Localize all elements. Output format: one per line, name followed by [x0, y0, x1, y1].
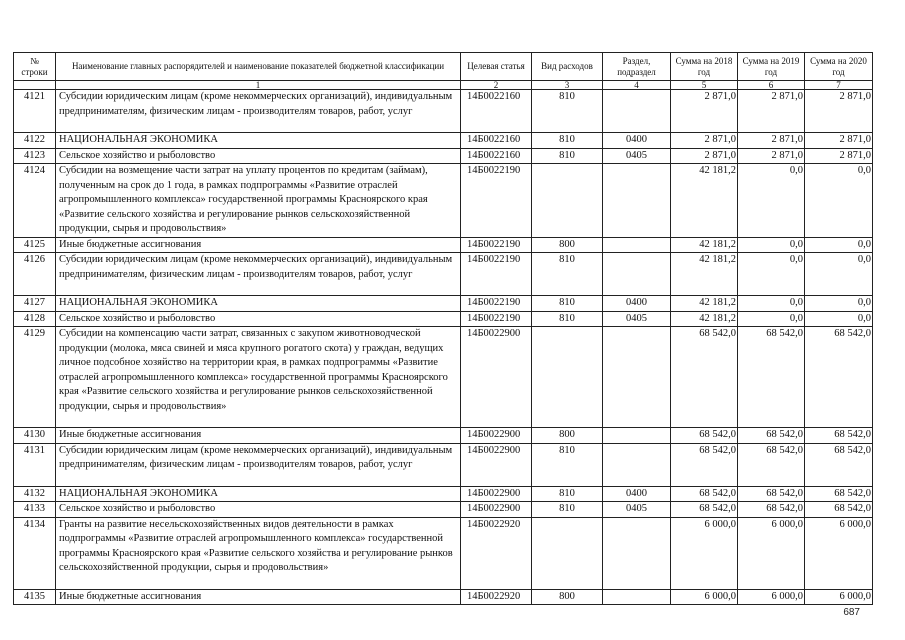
- header-target-article: Целевая статья: [461, 53, 532, 81]
- sum-2020-cell: 0,0: [805, 296, 873, 312]
- budget-table: [13, 52, 873, 605]
- indicator-name-cell: Иные бюджетные ассигнования: [56, 428, 461, 444]
- expense-type-cell: [532, 164, 603, 238]
- sum-2020-cell: 68 542,0: [805, 327, 873, 428]
- expense-type-cell: 810: [532, 486, 603, 502]
- sum-2019-cell: 0,0: [738, 237, 805, 253]
- expense-type-cell: 810: [532, 90, 603, 133]
- page-number: 687: [843, 607, 860, 618]
- table-body: [14, 90, 873, 605]
- row-number-cell: 4127: [14, 296, 56, 312]
- indicator-name-cell: Сельское хозяйство и рыболовство: [56, 311, 461, 327]
- table-row: [14, 502, 873, 518]
- sum-2019-cell: 6 000,0: [738, 589, 805, 605]
- row-number-cell: 4133: [14, 502, 56, 518]
- indicator-name-cell: Субсидии юридическим лицам (кроме некоммерческих организаций), индивидуальным предпринимателям, физическим лицам - производителям товаров, работ, услуг: [56, 90, 461, 133]
- section-cell: [603, 327, 671, 428]
- table-row: [14, 90, 873, 133]
- sum-2018-cell: 42 181,2: [671, 311, 738, 327]
- table-row: [14, 237, 873, 253]
- sum-2020-cell: 6 000,0: [805, 517, 873, 589]
- indicator-name-cell: Субсидии юридическим лицам (кроме некоммерческих организаций), индивидуальным предпринимателям, физическим лицам - производителям товаров, работ, услуг: [56, 253, 461, 296]
- row-number-cell: 4128: [14, 311, 56, 327]
- table-row: [14, 589, 873, 605]
- section-cell: 0405: [603, 311, 671, 327]
- section-cell: 0405: [603, 148, 671, 164]
- target-article-cell: 14Б0022190: [461, 237, 532, 253]
- sum-2018-cell: 6 000,0: [671, 589, 738, 605]
- expense-type-cell: 810: [532, 311, 603, 327]
- table-row: [14, 486, 873, 502]
- sum-2018-cell: 68 542,0: [671, 428, 738, 444]
- section-cell: 0405: [603, 502, 671, 518]
- table-row: [14, 443, 873, 486]
- column-number: [14, 81, 56, 90]
- sum-2020-cell: 68 542,0: [805, 486, 873, 502]
- section-cell: [603, 237, 671, 253]
- column-number: 5: [671, 81, 738, 90]
- target-article-cell: 14Б0022920: [461, 589, 532, 605]
- section-cell: 0400: [603, 133, 671, 149]
- column-number: 7: [805, 81, 873, 90]
- target-article-cell: 14Б0022900: [461, 327, 532, 428]
- sum-2018-cell: 42 181,2: [671, 253, 738, 296]
- target-article-cell: 14Б0022920: [461, 517, 532, 589]
- sum-2018-cell: 42 181,2: [671, 237, 738, 253]
- sum-2018-cell: 68 542,0: [671, 327, 738, 428]
- sum-2020-cell: 6 000,0: [805, 589, 873, 605]
- table-row: [14, 164, 873, 238]
- expense-type-cell: 800: [532, 428, 603, 444]
- expense-type-cell: 810: [532, 502, 603, 518]
- expense-type-cell: [532, 327, 603, 428]
- sum-2019-cell: 0,0: [738, 164, 805, 238]
- sum-2019-cell: 68 542,0: [738, 486, 805, 502]
- header-section: Раздел, подраздел: [603, 53, 671, 81]
- indicator-name-cell: Иные бюджетные ассигнования: [56, 589, 461, 605]
- sum-2019-cell: 68 542,0: [738, 428, 805, 444]
- section-cell: 0400: [603, 296, 671, 312]
- sum-2020-cell: 2 871,0: [805, 133, 873, 149]
- expense-type-cell: 810: [532, 253, 603, 296]
- indicator-name-cell: Сельское хозяйство и рыболовство: [56, 148, 461, 164]
- column-number: 3: [532, 81, 603, 90]
- section-cell: [603, 90, 671, 133]
- row-number-cell: 4122: [14, 133, 56, 149]
- section-cell: [603, 164, 671, 238]
- expense-type-cell: 810: [532, 148, 603, 164]
- sum-2020-cell: 68 542,0: [805, 428, 873, 444]
- sum-2019-cell: 0,0: [738, 253, 805, 296]
- expense-type-cell: 800: [532, 589, 603, 605]
- indicator-name-cell: НАЦИОНАЛЬНАЯ ЭКОНОМИКА: [56, 296, 461, 312]
- indicator-name-cell: НАЦИОНАЛЬНАЯ ЭКОНОМИКА: [56, 486, 461, 502]
- sum-2018-cell: 2 871,0: [671, 148, 738, 164]
- header-sum-2019: Сумма на 2019 год: [738, 53, 805, 81]
- table-row: [14, 253, 873, 296]
- sum-2020-cell: 0,0: [805, 311, 873, 327]
- row-number-cell: 4131: [14, 443, 56, 486]
- column-number: 2: [461, 81, 532, 90]
- section-cell: [603, 589, 671, 605]
- row-number-cell: 4130: [14, 428, 56, 444]
- sum-2019-cell: 6 000,0: [738, 517, 805, 589]
- sum-2020-cell: 0,0: [805, 253, 873, 296]
- target-article-cell: 14Б0022190: [461, 164, 532, 238]
- row-number-cell: 4135: [14, 589, 56, 605]
- table-row: [14, 428, 873, 444]
- sum-2020-cell: 0,0: [805, 237, 873, 253]
- sum-2018-cell: 2 871,0: [671, 90, 738, 133]
- indicator-name-cell: Сельское хозяйство и рыболовство: [56, 502, 461, 518]
- indicator-name-cell: Субсидии юридическим лицам (кроме некоммерческих организаций), индивидуальным предпринимателям, физическим лицам - производителям товаров, работ, услуг: [56, 443, 461, 486]
- target-article-cell: 14Б0022190: [461, 311, 532, 327]
- target-article-cell: 14Б0022160: [461, 133, 532, 149]
- sum-2020-cell: 0,0: [805, 164, 873, 238]
- expense-type-cell: 810: [532, 133, 603, 149]
- sum-2019-cell: 0,0: [738, 311, 805, 327]
- sum-2019-cell: 68 542,0: [738, 327, 805, 428]
- sum-2018-cell: 2 871,0: [671, 133, 738, 149]
- section-cell: [603, 517, 671, 589]
- budget-document-page: [13, 52, 873, 605]
- row-number-cell: 4134: [14, 517, 56, 589]
- target-article-cell: 14Б0022900: [461, 428, 532, 444]
- section-cell: [603, 253, 671, 296]
- sum-2018-cell: 42 181,2: [671, 164, 738, 238]
- target-article-cell: 14Б0022900: [461, 443, 532, 486]
- sum-2018-cell: 42 181,2: [671, 296, 738, 312]
- indicator-name-cell: Субсидии на возмещение части затрат на уплату процентов по кредитам (займам), полученным на срок до 1 года, в рамках подпрограммы «Развитие отраслей агропромышленного комплекса» государственной программы Красноярского края «Развитие сельского хозяйства и регулирование рынков сельскохозяйственной продукции, сырья и продовольствия»: [56, 164, 461, 238]
- table-row: [14, 311, 873, 327]
- column-number-row: [14, 81, 873, 90]
- section-cell: 0400: [603, 486, 671, 502]
- header-name: Наименование главных распорядителей и наименование показателей бюджетной классификации: [56, 53, 461, 81]
- column-number: 6: [738, 81, 805, 90]
- header-row-number: № строки: [14, 53, 56, 81]
- header-expense-type: Вид расходов: [532, 53, 603, 81]
- target-article-cell: 14Б0022160: [461, 148, 532, 164]
- sum-2019-cell: 68 542,0: [738, 443, 805, 486]
- expense-type-cell: [532, 517, 603, 589]
- header-sum-2020: Сумма на 2020 год: [805, 53, 873, 81]
- row-number-cell: 4125: [14, 237, 56, 253]
- sum-2020-cell: 68 542,0: [805, 443, 873, 486]
- expense-type-cell: 810: [532, 443, 603, 486]
- target-article-cell: 14Б0022900: [461, 486, 532, 502]
- column-number: 1: [56, 81, 461, 90]
- table-row: [14, 148, 873, 164]
- table-row: [14, 517, 873, 589]
- sum-2018-cell: 68 542,0: [671, 443, 738, 486]
- sum-2019-cell: 2 871,0: [738, 90, 805, 133]
- sum-2018-cell: 68 542,0: [671, 502, 738, 518]
- table-header-row: [14, 53, 873, 81]
- sum-2020-cell: 68 542,0: [805, 502, 873, 518]
- sum-2019-cell: 2 871,0: [738, 133, 805, 149]
- section-cell: [603, 428, 671, 444]
- sum-2018-cell: 6 000,0: [671, 517, 738, 589]
- table-row: [14, 133, 873, 149]
- table-row: [14, 296, 873, 312]
- target-article-cell: 14Б0022160: [461, 90, 532, 133]
- row-number-cell: 4124: [14, 164, 56, 238]
- expense-type-cell: 800: [532, 237, 603, 253]
- header-sum-2018: Сумма на 2018 год: [671, 53, 738, 81]
- section-cell: [603, 443, 671, 486]
- expense-type-cell: 810: [532, 296, 603, 312]
- row-number-cell: 4126: [14, 253, 56, 296]
- column-number: 4: [603, 81, 671, 90]
- target-article-cell: 14Б0022190: [461, 296, 532, 312]
- row-number-cell: 4132: [14, 486, 56, 502]
- sum-2018-cell: 68 542,0: [671, 486, 738, 502]
- indicator-name-cell: Субсидии на компенсацию части затрат, связанных с закупом животноводческой продукции (молока, мяса свиней и мяса крупного рогатого скота) у граждан, ведущих личное подсобное хозяйство на территории края, в рамках подпрограммы «Развитие отраслей агропромышленного комплекса» государственной программы Красноярского края «Развитие сельского хозяйства и регулирование рынков сельскохозяйственной продукции, сырья и продовольствия»: [56, 327, 461, 428]
- sum-2019-cell: 0,0: [738, 296, 805, 312]
- sum-2019-cell: 2 871,0: [738, 148, 805, 164]
- indicator-name-cell: Гранты на развитие несельскохозяйственных видов деятельности в рамках подпрограммы «Развитие отраслей агропромышленного комплекса» государственной программы Красноярского края «Развитие сельского хозяйства и регулирование рынков сельскохозяйственной продукции, сырья и продовольствия»: [56, 517, 461, 589]
- sum-2020-cell: 2 871,0: [805, 90, 873, 133]
- target-article-cell: 14Б0022900: [461, 502, 532, 518]
- target-article-cell: 14Б0022190: [461, 253, 532, 296]
- row-number-cell: 4123: [14, 148, 56, 164]
- sum-2019-cell: 68 542,0: [738, 502, 805, 518]
- table-row: [14, 327, 873, 428]
- row-number-cell: 4121: [14, 90, 56, 133]
- row-number-cell: 4129: [14, 327, 56, 428]
- sum-2020-cell: 2 871,0: [805, 148, 873, 164]
- indicator-name-cell: НАЦИОНАЛЬНАЯ ЭКОНОМИКА: [56, 133, 461, 149]
- indicator-name-cell: Иные бюджетные ассигнования: [56, 237, 461, 253]
